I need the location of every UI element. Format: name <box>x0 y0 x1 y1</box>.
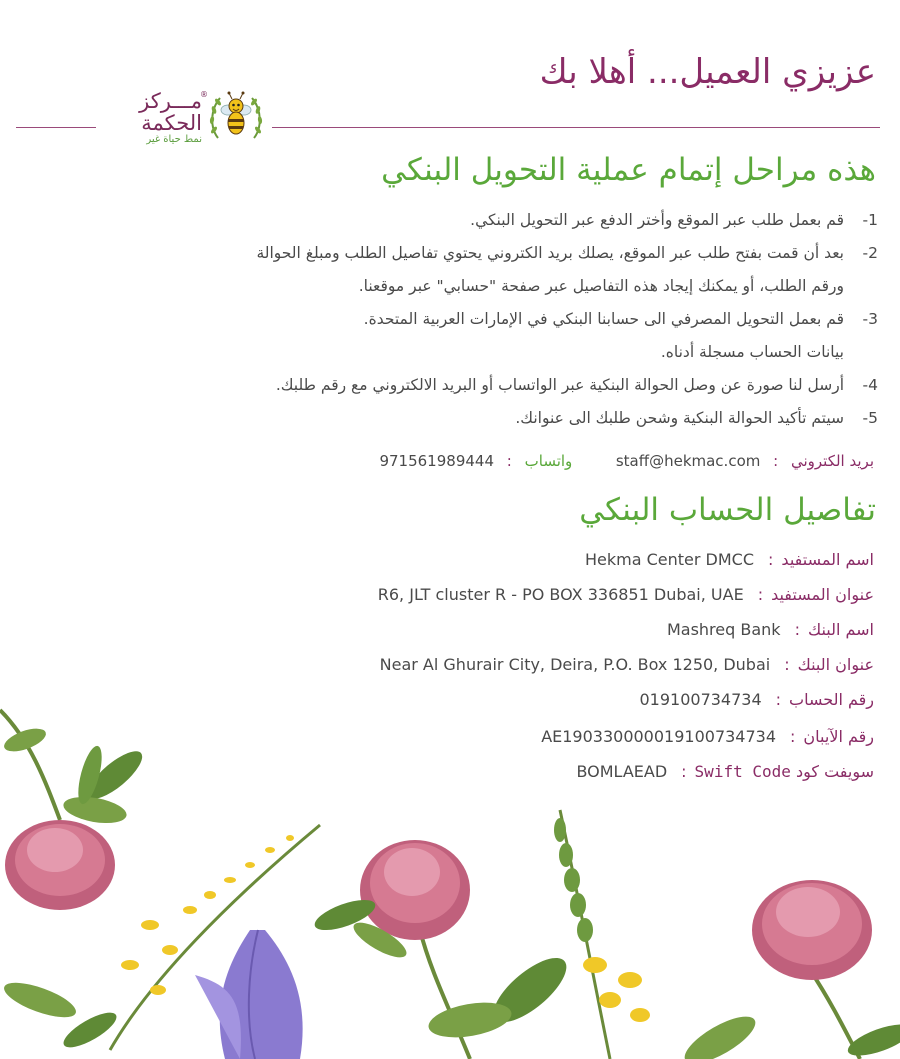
logo-line-1: مـــركز <box>139 89 202 113</box>
separator: : <box>784 655 790 674</box>
step-text <box>68 237 844 303</box>
detail-label: رقم الآيبان <box>803 727 874 746</box>
step-number: -3 <box>862 310 878 328</box>
whatsapp-link[interactable]: 971561989444 <box>379 452 494 470</box>
step-text <box>68 369 844 402</box>
step-line: قم بعمل طلب عبر الموقع وأختر الدفع عبر التحويل البنكي. <box>470 211 844 229</box>
brand-logo[interactable] <box>106 86 266 158</box>
step-number: -5 <box>862 409 878 427</box>
detail-label: اسم البنك <box>807 620 874 639</box>
detail-row-beneficiary-name <box>585 550 874 569</box>
step-number: -2 <box>862 244 878 262</box>
detail-label: اسم المستفيد <box>781 550 874 569</box>
detail-label: عنوان المستفيد <box>771 585 874 604</box>
bellflower-icon <box>195 930 303 1059</box>
step-text <box>68 303 844 369</box>
separator: : <box>768 550 774 569</box>
detail-row-bank-name <box>667 620 874 639</box>
step-number: -4 <box>862 376 878 394</box>
steps-heading: هذه مراحل إتمام عملية التحويل البنكي <box>381 152 876 188</box>
steps-list <box>68 204 878 435</box>
detail-value: R6, JLT cluster R - PO BOX 336851 Dubai, UAE <box>377 585 744 604</box>
yellow-spike-flower-icon <box>554 810 650 1059</box>
email-link[interactable]: staff@hekmac.com <box>615 452 761 470</box>
swift-code-label: Swift Code <box>694 762 791 781</box>
separator: : <box>773 452 779 470</box>
step-number: -1 <box>862 211 878 229</box>
list-item <box>68 204 878 237</box>
logo-line-2: الحكمة <box>141 111 202 135</box>
step-line: قم بعمل التحويل المصرفي الى حسابنا البنكي في الإمارات العربية المتحدة. <box>363 310 844 328</box>
separator: : <box>794 620 800 639</box>
step-text <box>68 204 844 237</box>
detail-value[interactable]: 019100734734 <box>639 690 762 709</box>
list-item <box>68 237 878 303</box>
step-line: بعد أن قمت بفتح طلب عبر الموقع، يصلك بريد الكتروني يحتوي تفاصيل الطلب ومبلغ الحوالة <box>256 244 844 262</box>
separator: : <box>506 452 512 470</box>
detail-label: سويفت كود <box>795 762 874 781</box>
step-text <box>68 402 844 435</box>
detail-label: عنوان البنك <box>797 655 874 674</box>
page-greeting: عزيزي العميل... أهلا بك <box>539 52 876 92</box>
left-clover-icon <box>0 710 149 910</box>
step-line: أرسل لنا صورة عن وصل الحوالة البنكية عبر الواتساب أو البريد الالكتروني مع رقم طلبك. <box>275 376 844 394</box>
separator: : <box>757 585 764 604</box>
separator: : <box>775 690 782 709</box>
center-clover-icon <box>311 840 576 1059</box>
botanical-illustration <box>0 700 900 1059</box>
detail-value[interactable]: BOMLAEAD <box>576 762 668 781</box>
step-line: بيانات الحساب مسجلة أدناه. <box>660 343 844 361</box>
email-label: بريد الكتروني <box>790 452 874 470</box>
separator: : <box>681 762 687 781</box>
detail-row-bank-address <box>380 655 874 674</box>
list-item <box>68 303 878 369</box>
bee-wreath-icon <box>206 86 266 146</box>
bank-details-heading: تفاصيل الحساب البنكي <box>579 492 876 528</box>
logo-tagline: نمط حياة غير <box>146 134 202 145</box>
detail-value: Mashreq Bank <box>666 620 781 639</box>
list-item <box>68 369 878 402</box>
detail-value: Near Al Ghurair City, Deira, P.O. Box 1250, Dubai <box>379 655 771 674</box>
step-line: سيتم تأكيد الحوالة البنكية وشحن طلبك الى عنوانك. <box>515 409 844 427</box>
step-line: ورقم الطلب، أو يمكنك إيجاد هذه التفاصيل عبر صفحة "حسابي" عبر موقعنا. <box>358 277 844 295</box>
header-divider-left <box>16 127 96 128</box>
detail-label: رقم الحساب <box>789 690 874 709</box>
list-item <box>68 402 878 435</box>
detail-row-beneficiary-address <box>378 585 874 604</box>
detail-value: Hekma Center DMCC <box>585 550 755 569</box>
detail-value[interactable]: AE190330000019100734734 <box>541 727 777 746</box>
logo-wordmark <box>139 90 202 146</box>
separator: : <box>790 727 796 746</box>
header-divider-right <box>272 127 880 128</box>
registered-mark: ® <box>200 90 208 99</box>
right-clover-icon <box>678 880 900 1059</box>
whatsapp-label: واتساب <box>524 452 573 470</box>
contact-info <box>379 452 874 470</box>
